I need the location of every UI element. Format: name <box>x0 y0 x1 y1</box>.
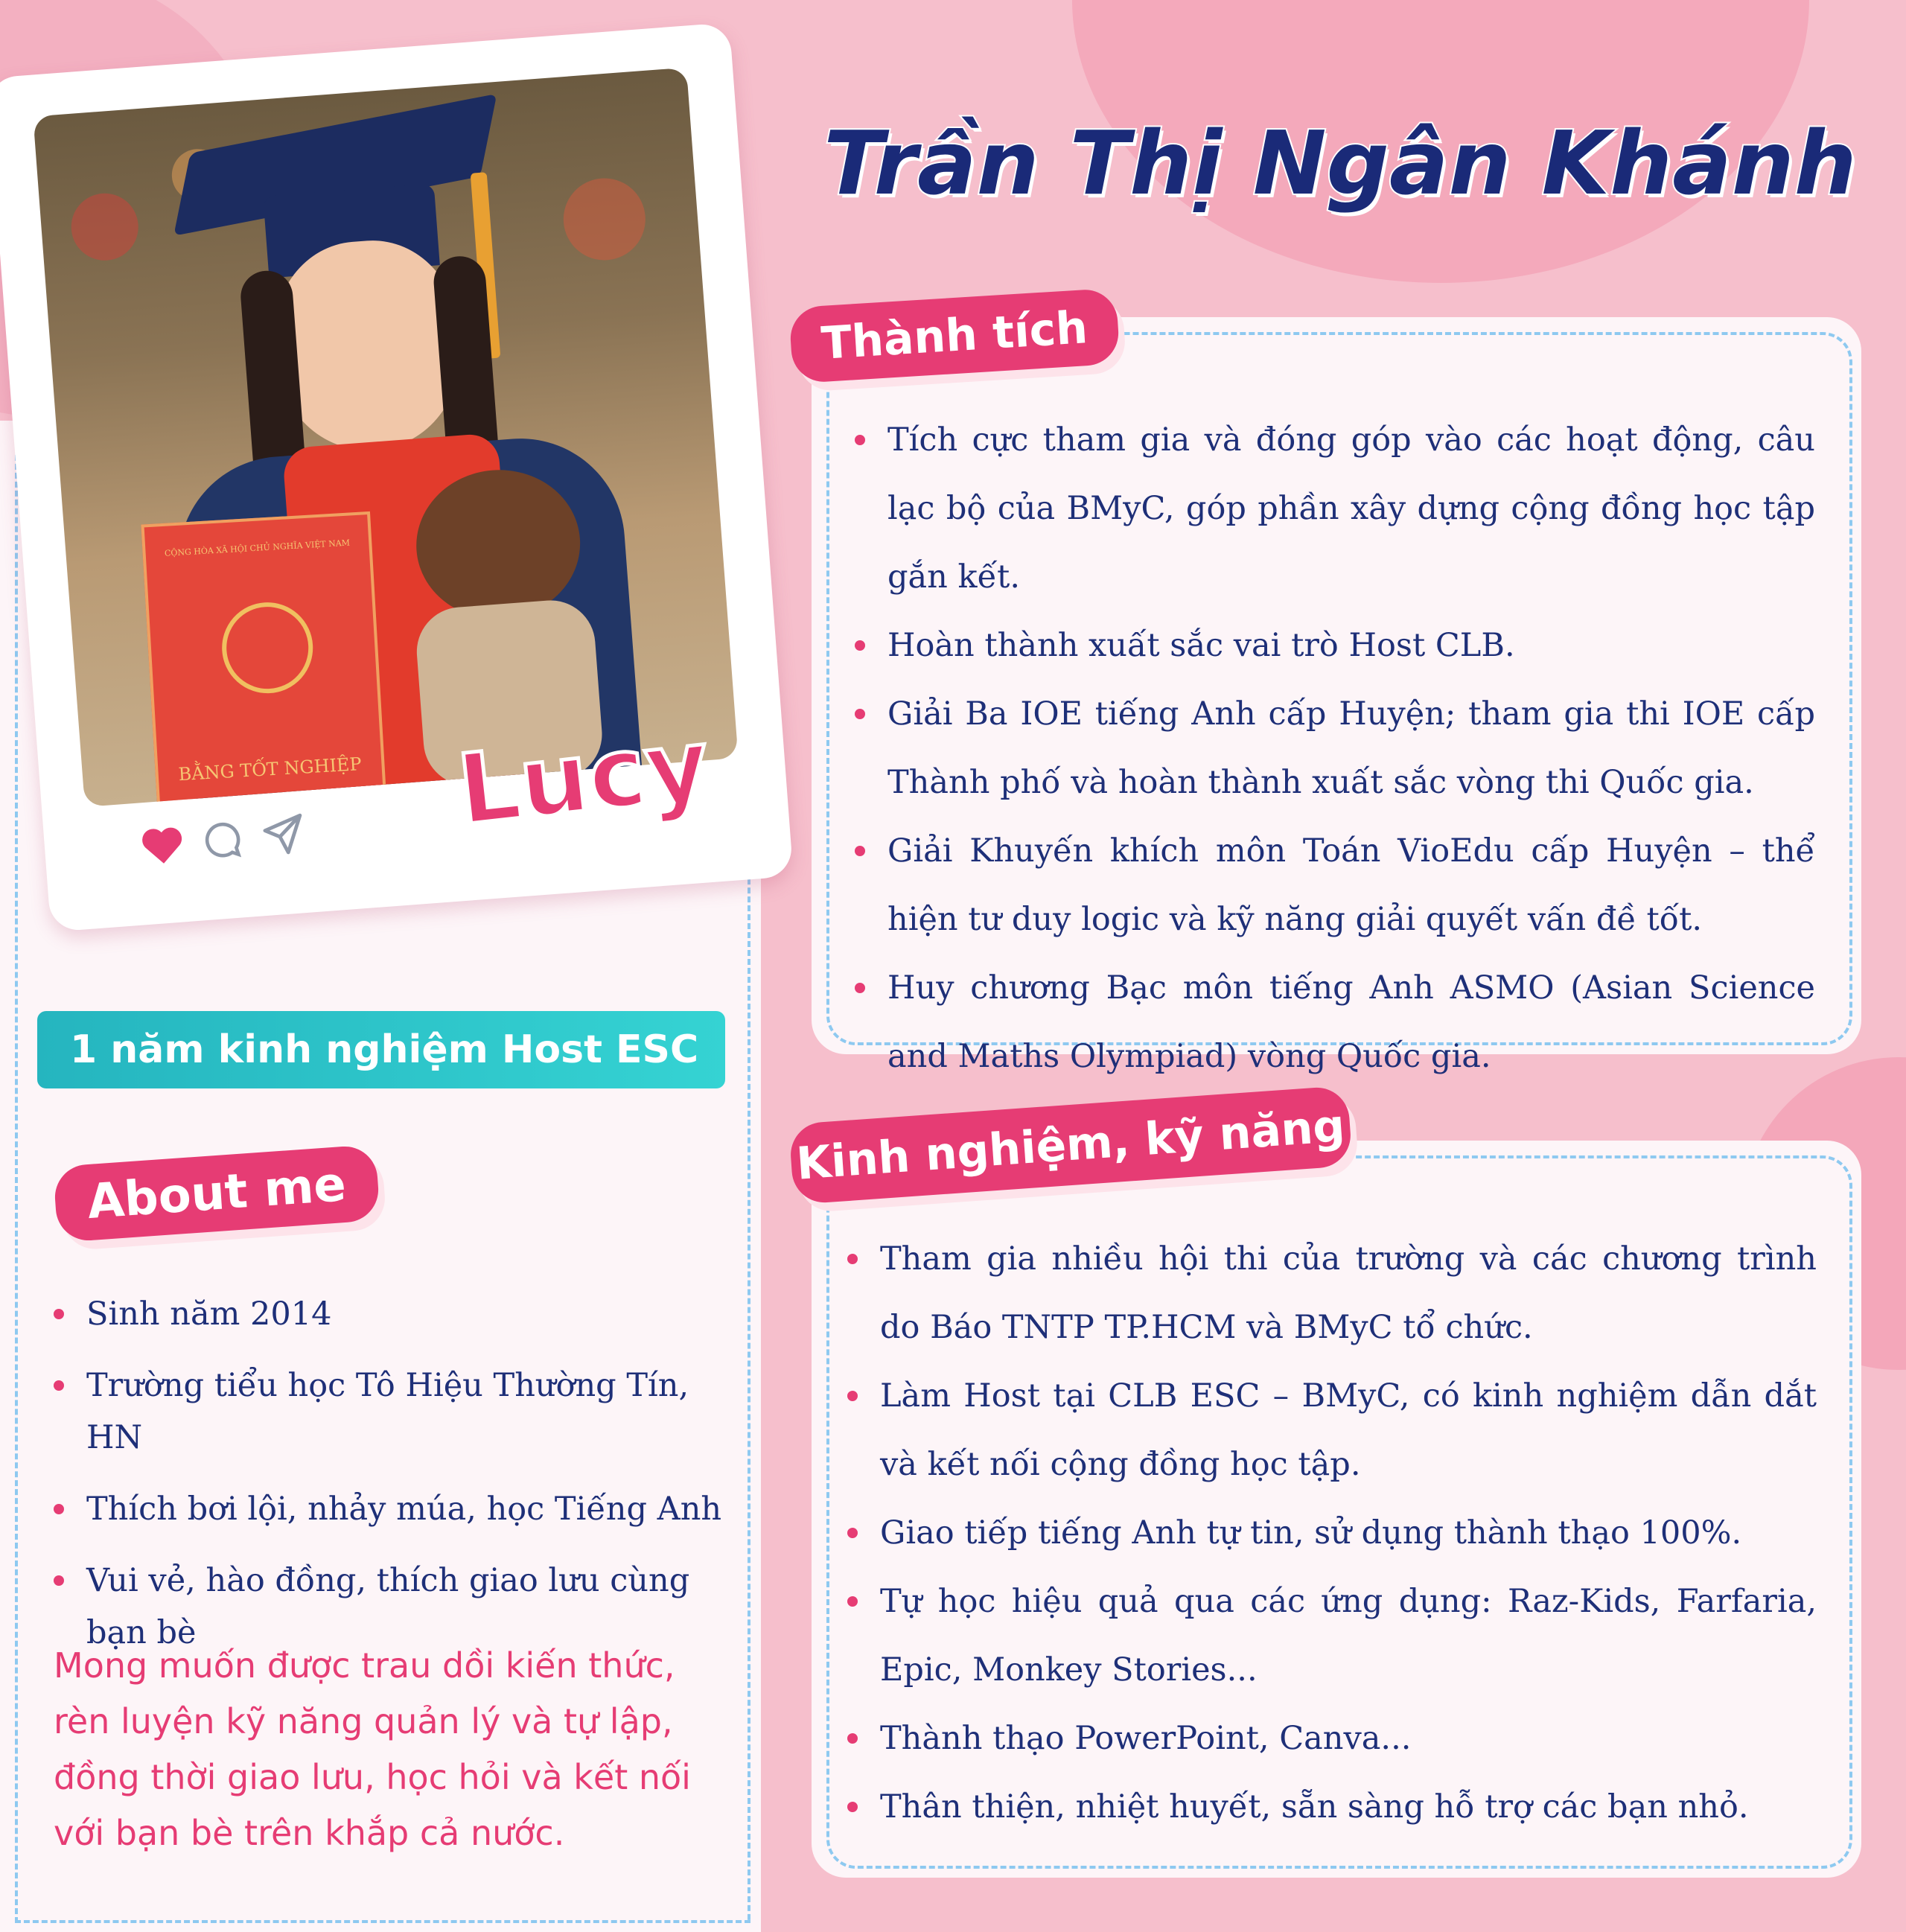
photo-bokeh-2 <box>561 175 648 263</box>
experience-badge: 1 năm kinh nghiệm Host ESC <box>37 1011 725 1088</box>
photo-bokeh-1 <box>68 191 140 263</box>
about-item: Sinh năm 2014 <box>54 1288 746 1340</box>
achievements-list <box>855 406 1815 1091</box>
achievements-title: Thành tích <box>788 288 1120 384</box>
skills-title: Kinh nghiệm, kỹ năng <box>788 1085 1353 1205</box>
diploma-header: CỘNG HÒA XÃ HỘI CHỦ NGHĨA VIỆT NAM <box>164 538 351 558</box>
achievement-item: Giải Ba IOE tiếng Anh cấp Huyện; tham gia thi IOE cấp Thành phố và hoàn thành xuất sắc vòng thi Quốc gia. <box>855 680 1815 817</box>
about-item: Trường tiểu học Tô Hiệu Thường Tín, HN <box>54 1359 746 1464</box>
share-icon <box>261 812 307 858</box>
heart-icon <box>138 823 186 867</box>
about-item: Vui vẻ, hào đồng, thích giao lưu cùng bạn bè <box>54 1555 746 1659</box>
student-photo <box>33 68 738 807</box>
achievement-item: Giải Khuyến khích môn Toán VioEdu cấp Huyện – thể hiện tư duy logic và kỹ năng giải quyết vấn đề tốt. <box>855 817 1815 954</box>
student-name: Trần Thị Ngân Khánh <box>823 112 1857 214</box>
about-wish: Mong muốn được trau dồi kiến thức, rèn luyện kỹ năng quản lý và tự lập, đồng thời giao lưu, học hỏi và kết nối với bạn bè trên khắp cả nước. <box>54 1645 691 1853</box>
nickname-label: Lucy <box>452 707 715 847</box>
diploma-book <box>141 511 387 807</box>
skill-item: Thân thiện, nhiệt huyết, sẵn sàng hỗ trợ các bạn nhỏ. <box>847 1773 1817 1841</box>
about-me-title: About me <box>53 1144 380 1243</box>
skills-list <box>847 1225 1817 1841</box>
diploma-title: BẰNG TỐT NGHIỆP <box>177 753 363 785</box>
diploma-emblem-icon <box>220 600 316 696</box>
skill-item: Tự học hiệu quả qua các ứng dụng: Raz-Kids, Farfaria, Epic, Monkey Stories... <box>847 1567 1817 1704</box>
comment-icon <box>200 817 244 862</box>
skill-item: Thành thạo PowerPoint, Canva... <box>847 1704 1817 1773</box>
skill-item: Làm Host tại CLB ESC – BMyC, có kinh nghiệm dẫn dắt và kết nối cộng đồng học tập. <box>847 1362 1817 1499</box>
about-item: Thích bơi lội, nhảy múa, học Tiếng Anh <box>54 1483 746 1535</box>
skill-item: Tham gia nhiều hội thi của trường và các chương trình do Báo TNTP TP.HCM và BMyC tổ chức. <box>847 1225 1817 1362</box>
achievement-item: Huy chương Bạc môn tiếng Anh ASMO (Asian Science and Maths Olympiad) vòng Quốc gia. <box>855 954 1815 1091</box>
photo-frame <box>0 22 794 932</box>
achievement-item: Tích cực tham gia và đóng góp vào các hoạt động, câu lạc bộ của BMyC, góp phần xây dựng cộng đồng học tập gắn kết. <box>855 406 1815 611</box>
about-list <box>54 1288 746 1678</box>
skill-item: Giao tiếp tiếng Anh tự tin, sử dụng thành thạo 100%. <box>847 1499 1817 1567</box>
achievement-item: Hoàn thành xuất sắc vai trò Host CLB. <box>855 611 1815 680</box>
